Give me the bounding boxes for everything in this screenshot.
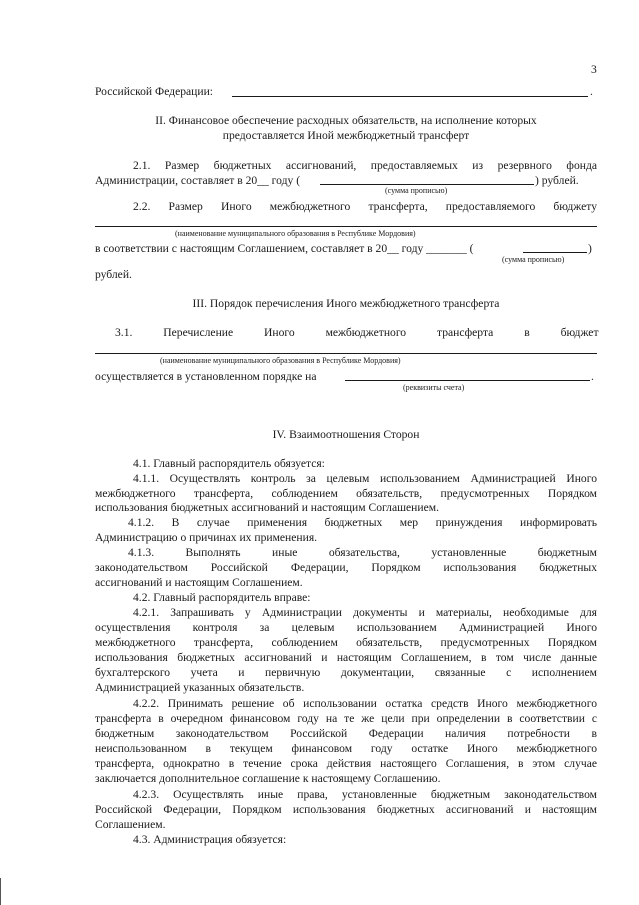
clause-4-1-3-line-2: законодательством Российской Федерации, Порядком использования бюджетных [95,561,597,574]
caption-requisites: (реквизиты счета) [403,383,465,392]
clause-4-2-2-line-3: бюджетным законодательством Российской Федерации наличия потребности в [95,727,597,740]
clause-4-1: 4.1. Главный распорядитель обязуется: [133,457,325,470]
period: . [590,85,593,98]
section-4-heading: IV. Взаимоотношения Сторон [272,428,420,441]
page-number: 3 [591,63,597,76]
clause-4-2-2-line-5: трансферта, однократно в течение срока действия настоящего Соглашения, в этом случае [95,757,597,770]
blank-line [345,380,590,381]
clause-2-2-line-3 [95,241,597,256]
caption-municipality-name: (наименование муниципального образования в Республике Мордовия) [160,356,401,365]
clause-4-2-1-line-2: осуществления контроля за целевым использованием Администрацией Иного [95,621,597,634]
text: Администрации, составляет в 20__ году ( [95,174,301,187]
clause-4-2-3-line-3: Соглашением. [95,818,166,831]
caption-sum-in-words: (сумма прописью) [502,255,565,264]
clause-4-1-1-line-3: использования бюджетных ассигнований и настоящим Соглашением. [95,501,439,514]
clause-4-2-2-line-1: 4.2.2. Принимать решение об использовании остатка средств Иного межбюджетного [133,697,597,710]
text: осуществляется в установленном порядке на [95,370,317,383]
clause-4-1-2-line-1: 4.1.2. В случае применения бюджетных мер принуждения информировать [128,516,597,529]
text: ) рублей. [535,174,579,187]
clause-4-1-3-line-3: ассигнований и настоящим Соглашением. [95,576,303,589]
clause-4-1-3-line-1: 4.1.3. Выполнять иные обязательства, установленные бюджетным [128,546,597,559]
section-2-heading-line-1: II. Финансовое обеспечение расходных обязательств, на исполнение которых [155,114,537,127]
clause-2-1-line-1: 2.1. Размер бюджетных ассигнований, предоставляемых из резервного фонда [133,159,597,172]
clause-4-2: 4.2. Главный распорядитель вправе: [133,591,311,604]
clause-4-2-1-line-6: Администрацией указанных обязательств. [95,681,305,694]
scan-edge-mark [0,878,1,905]
blank-line [320,184,534,185]
clause-2-2-line-1: 2.2. Размер Иного межбюджетного трансферта, предоставляемого бюджету [133,200,597,213]
clause-4-1-2-line-2: Администрацию о причинах их применения. [95,531,318,544]
clause-4-2-2-line-6: заключается дополнительное соглашение к настоящему Соглашению. [95,772,441,785]
clause-4-2-1-line-1: 4.2.1. Запрашивать у Администрации документы и материалы, необходимые для [133,606,597,619]
caption-municipality-name: (наименование муниципального образования в Республике Мордовия) [175,229,416,238]
section-3-heading: III. Порядок перечисления Иного межбюджетного трансферта [192,297,500,310]
clause-4-3: 4.3. Администрация обязуется: [133,833,287,846]
section-2-heading-line-2: предоставляется Иной межбюджетный трансферт [222,129,470,142]
blank-line [523,252,587,253]
text: Российской Федерации: [95,85,214,98]
clause-4-2-1-line-3: межбюджетного трансферта, соблюдением обязательств, предусмотренных Порядком [95,636,597,649]
blank-line [95,353,597,354]
clause-2-1-line-2 [95,173,597,188]
clause-2-2-line-4: рублей. [95,268,132,281]
clause-3-1-line-1: 3.1. Перечисление Иного межбюджетного трансферта в бюджет [115,326,599,339]
clause-3-1-line-3 [95,369,597,384]
text: в соответствии с настоящим Соглашением, составляет в 20__ году _______ ( [95,242,474,255]
text: ) [588,242,592,255]
blank-line [95,226,597,227]
clause-4-2-1-line-4: использования бюджетных ассигнований и настоящим Соглашением, в том числе данные [95,651,597,664]
clause-4-2-3-line-2: Российской Федерации, Порядком использования бюджетных ассигнований и настоящим [95,803,597,816]
clause-4-1-1-line-1: 4.1.1. Осуществлять контроль за целевым использованием Администрацией Иного [133,472,597,485]
clause-4-2-1-line-5: бухгалтерского учета и первичную документации, связанные с исполнением [95,666,597,679]
clause-4-2-2-line-2: трансферта в очередном финансовом году на те же цели при определении в соответствии с [95,712,597,725]
caption-sum-in-words: (сумма прописью) [385,186,448,195]
period: . [591,370,594,383]
clause-4-1-1-line-2: межбюджетного трансферта, соблюдением обязательств, предусмотренных Порядком [95,487,597,500]
blank-line [232,96,588,97]
clause-4-2-2-line-4: неиспользованном в текущем финансовом году остатке Иного межбюджетного [95,742,597,755]
clause-4-2-3-line-1: 4.2.3. Осуществлять иные права, установленные бюджетным законодательством [133,788,597,801]
